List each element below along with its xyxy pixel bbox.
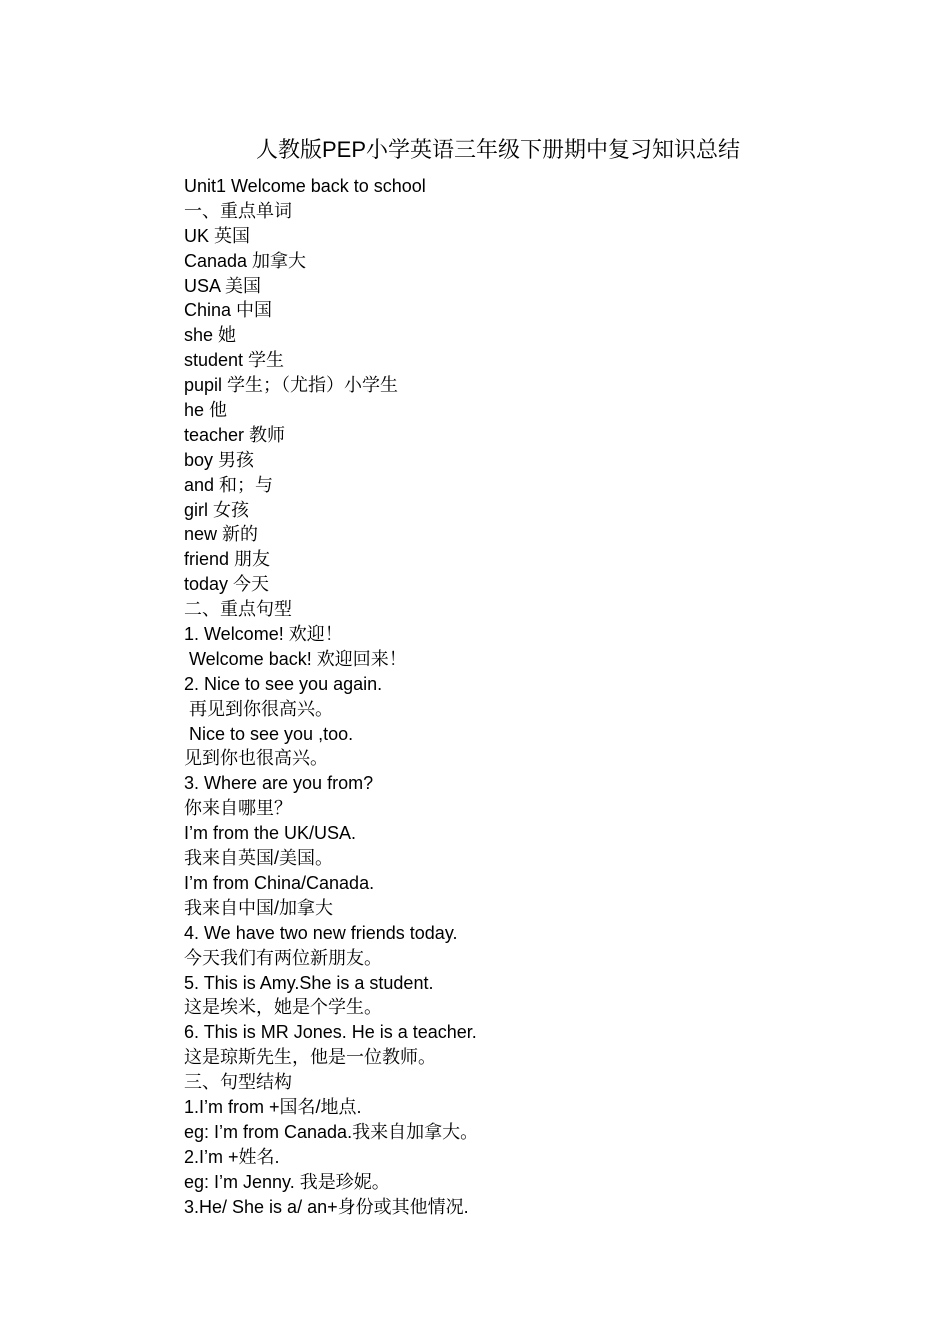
text-line: and 和；与 xyxy=(184,474,274,495)
text-line: she 她 xyxy=(184,325,237,346)
text-line: 这是埃米，她是个学生。 xyxy=(184,997,382,1018)
text-line: I’m from China/Canada. xyxy=(184,872,375,893)
text-line: girl 女孩 xyxy=(184,499,250,520)
text-line: 这是琼斯先生，他是一位教师。 xyxy=(184,1047,436,1068)
text-line: boy 男孩 xyxy=(184,449,255,470)
text-line: I’m from the UK/USA. xyxy=(184,823,357,844)
text-line: Canada 加拿大 xyxy=(184,250,307,271)
text-line: 6. This is MR Jones. He is a teacher. xyxy=(184,1022,477,1043)
text-line: 二、重点句型 xyxy=(184,599,292,620)
text-line: 我来自英国/美国。 xyxy=(184,848,334,869)
text-line: 4. We have two new friends today. xyxy=(184,922,458,943)
document-title: 人教版PEP小学英语三年级下册期中复习知识总结 xyxy=(255,137,741,162)
text-line: 三、句型结构 xyxy=(184,1072,292,1093)
text-line: Nice to see you ,too. xyxy=(184,723,354,744)
text-line: China 中国 xyxy=(184,300,273,321)
text-line: teacher 教师 xyxy=(184,424,286,445)
text-line: 3. Where are you from? xyxy=(184,773,374,794)
text-line: 3.He/ She is a/ an+身份或其他情况. xyxy=(184,1196,469,1217)
text-line: 你来自哪里？ xyxy=(184,798,292,819)
document-body xyxy=(184,174,824,1219)
text-line: 1.I’m from +国名/地点. xyxy=(184,1096,362,1117)
text-line: he 他 xyxy=(184,400,228,421)
text-line: Unit1 Welcome back to school xyxy=(184,176,426,196)
text-line: Welcome back! 欢迎回来！ xyxy=(184,648,407,669)
text-line: friend 朋友 xyxy=(184,549,271,570)
text-line: 一、重点单词 xyxy=(184,200,292,221)
text-line: new 新的 xyxy=(184,524,259,545)
text-line: 1. Welcome! 欢迎！ xyxy=(184,624,343,645)
text-line: 我来自中国/加拿大 xyxy=(184,897,334,918)
text-line: 5. This is Amy.She is a student. xyxy=(184,972,434,993)
text-line: student 学生 xyxy=(184,350,285,371)
text-line: UK 英国 xyxy=(184,225,251,246)
text-line: eg: I’m from Canada.我来自加拿大。 xyxy=(184,1121,479,1142)
text-line: 见到你也很高兴。 xyxy=(184,748,328,769)
text-line: 2.I’m +姓名. xyxy=(184,1146,280,1167)
text-line: 2. Nice to see you again. xyxy=(184,673,383,694)
text-line: 今天我们有两位新朋友。 xyxy=(184,947,382,968)
text-line: pupil 学生；（尤指）小学生 xyxy=(184,375,399,396)
text-line: 再见到你很高兴。 xyxy=(184,698,334,719)
text-line: USA 美国 xyxy=(184,275,262,296)
text-line: today 今天 xyxy=(184,574,270,595)
text-line: eg: I’m Jenny. 我是珍妮。 xyxy=(184,1171,390,1192)
